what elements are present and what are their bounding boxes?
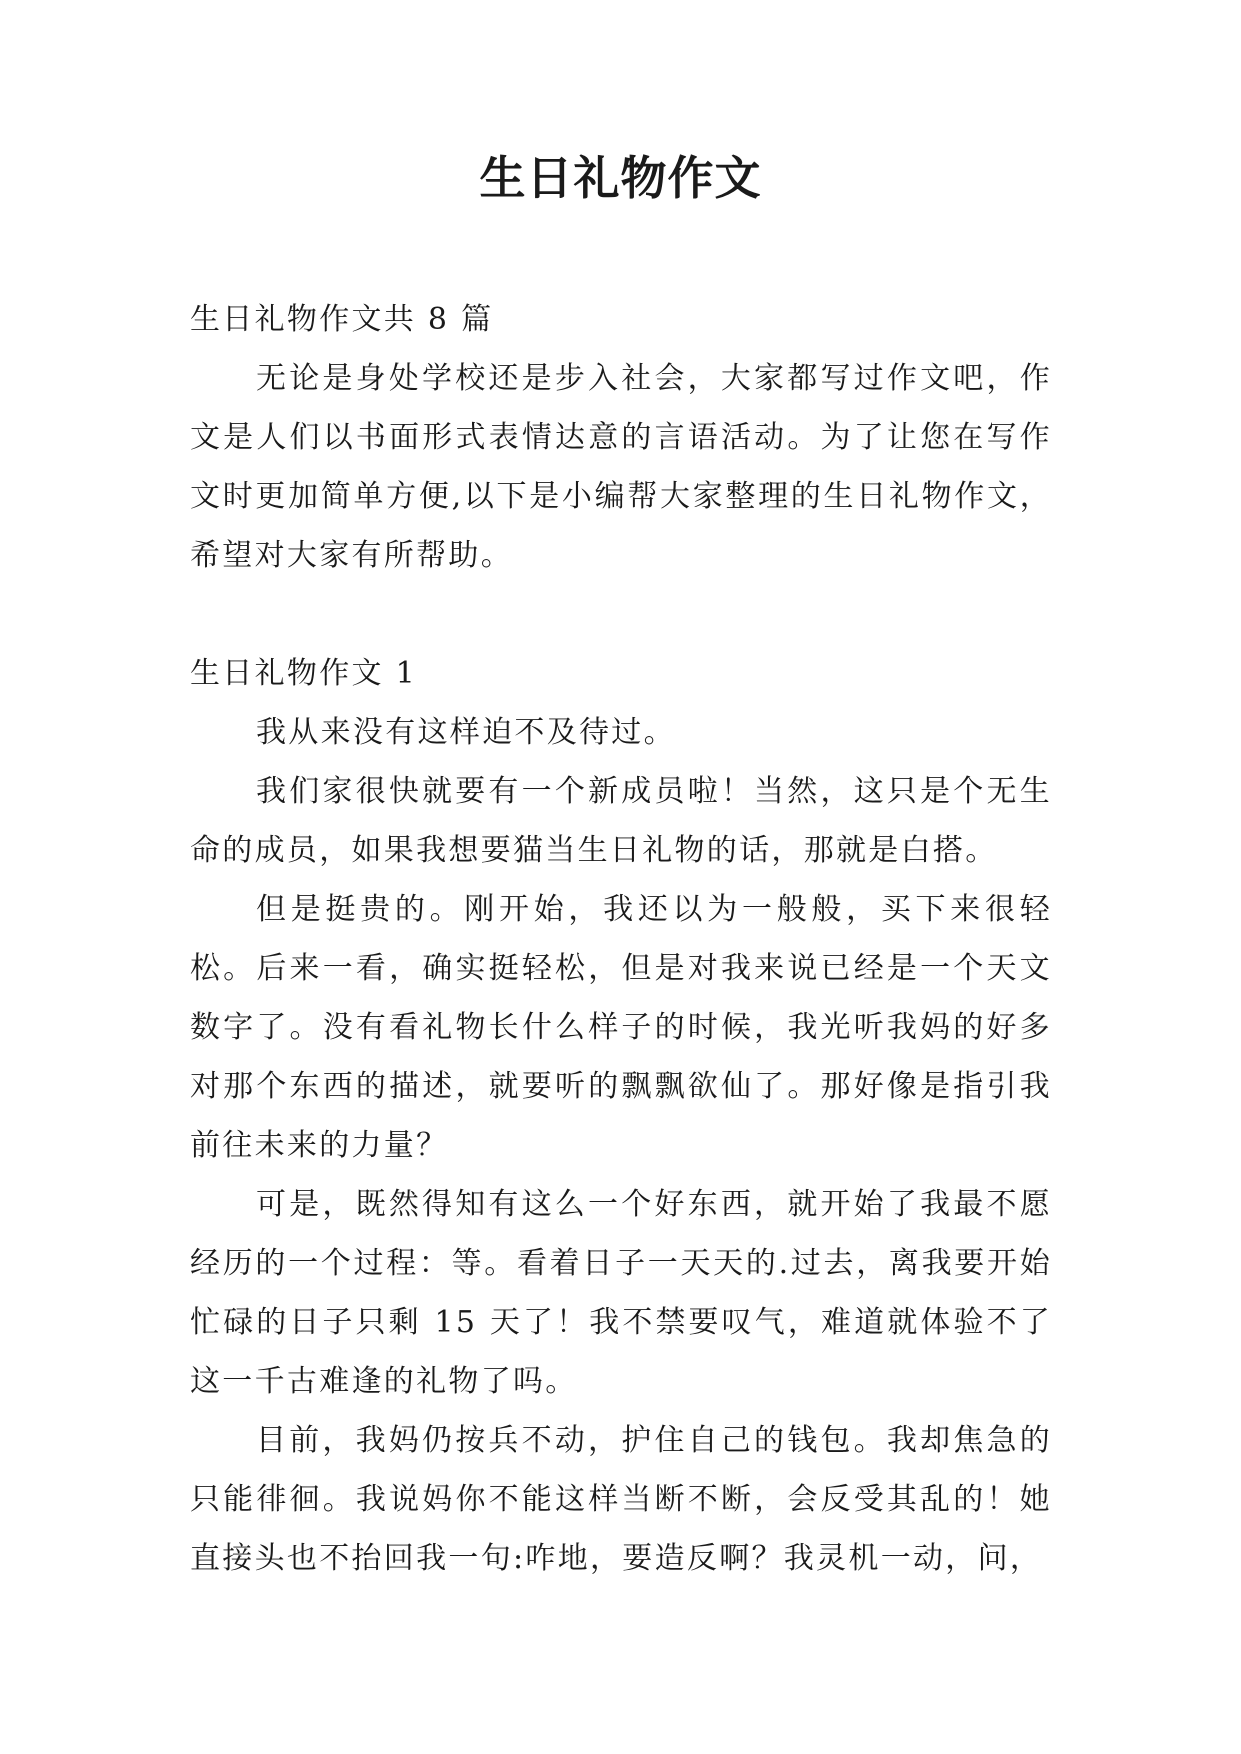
intro-heading: 生日礼物作文共 8 篇 [190,302,494,337]
essay-heading: 生日礼物作文 1 [190,656,418,691]
essay-paragraph: 可是，既然得知有这么一个好东西，就开始了我最不愿经历的一个过程：等。看着日子一天天的.过去，离我要开始忙碌的日子只剩 15 天了！我不禁要叹气，难道就体验不了这一千古难逢的礼物了吗。 [190,1187,1052,1399]
essay-paragraph: 但是挺贵的。刚开始，我还以为一般般，买下来很轻松。后来一看，确实挺轻松，但是对我来说已经是一个天文数字了。没有看礼物长什么样子的时候，我光听我妈的好多对那个东西的描述，就要听的飘飘欲仙了。那好像是指引我前往未来的力量？ [190,892,1052,1163]
document-title: 生日礼物作文 [479,151,762,205]
intro-paragraph: 无论是身处学校还是步入社会，大家都写过作文吧，作文是人们以书面形式表情达意的言语活动。为了让您在写作文时更加简单方便,以下是小编帮大家整理的生日礼物作文，希望对大家有所帮助。 [190,361,1052,573]
essay-paragraph: 我从来没有这样迫不及待过。 [256,715,676,750]
essay-paragraph: 我们家很快就要有一个新成员啦！当然，这只是个无生命的成员，如果我想要猫当生日礼物的话，那就是白搭。 [190,774,1052,868]
section-spacer [190,585,1052,644]
document-body [190,290,1052,1588]
essay-paragraph: 目前，我妈仍按兵不动，护住自己的钱包。我却焦急的只能徘徊。我说妈你不能这样当断不断，会反受其乱的！她直接头也不抬回我一句:咋地，要造反啊？我灵机一动，问， [190,1423,1052,1576]
